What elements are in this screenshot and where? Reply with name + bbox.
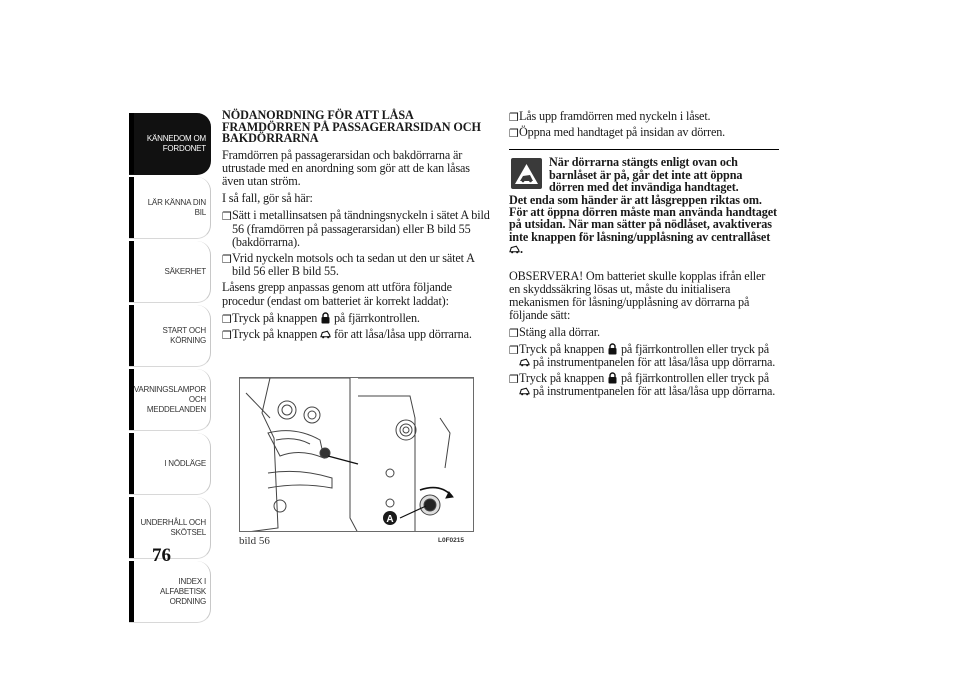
step-text: på fjärrkontrollen. bbox=[333, 310, 420, 325]
tab-label: INDEX I ALFABETISK ORDNING bbox=[159, 576, 206, 606]
tab-label: LÄR KÄNNA DIN BIL bbox=[147, 197, 206, 217]
list-item bbox=[222, 312, 494, 325]
padlock-icon bbox=[607, 372, 618, 384]
page-number: 76 bbox=[152, 545, 171, 566]
tab-i-nodlage[interactable] bbox=[129, 433, 211, 495]
tab-label: KÄNNEDOM OM FORDONET bbox=[146, 133, 206, 153]
step-text: Lås upp framdörren med nyckeln i låset. bbox=[519, 109, 711, 123]
section-title: NÖDANORDNING FÖR ATT LÅSA FRAMDÖRREN PÅ PASSAGERARSIDAN OCH BAKDÖRRARNA bbox=[222, 108, 481, 145]
tab-label: START OCH KÖRNING bbox=[162, 325, 206, 345]
checkbox-icon: ❒ bbox=[222, 210, 232, 224]
warning-period: . bbox=[520, 242, 523, 257]
warning-text-first: När dörrarna stängts enligt ovan och barnlåset är på, går det inte att öppna dörren med det invändiga handtaget. bbox=[549, 155, 743, 195]
checkbox-icon: ❒ bbox=[509, 327, 519, 341]
list-item bbox=[509, 343, 779, 369]
tab-varningslampor[interactable] bbox=[129, 369, 211, 431]
intro-paragraph: Framdörren på passagerarsidan och bakdörrarna är utrustade med en anordning som gör att de kan låsas även utan ström. bbox=[222, 147, 470, 188]
tab-label: VARNINGSLAMPOR OCH MEDDELANDEN bbox=[133, 384, 206, 414]
reinit-steps bbox=[509, 326, 779, 398]
car-lock-icon bbox=[519, 385, 530, 397]
intro-paragraph-2: I så fall, gör så här: bbox=[222, 191, 313, 206]
left-column bbox=[222, 110, 494, 344]
figure-caption: bild 56 bbox=[239, 535, 270, 547]
warning-text bbox=[509, 156, 779, 255]
checkbox-icon: ❒ bbox=[222, 328, 232, 342]
step-text: på fjärrkontrollen eller tryck på bbox=[620, 341, 769, 356]
tab-index[interactable] bbox=[129, 561, 211, 623]
step-text: Vrid nyckeln motsols och ta sedan ut den ur sätet A bild 56 eller B bild 55. bbox=[232, 250, 475, 279]
step-text: på fjärrkontrollen eller tryck på bbox=[620, 371, 769, 386]
emergency-steps bbox=[222, 209, 494, 278]
adjust-steps bbox=[222, 312, 494, 341]
door-lock-illustration bbox=[240, 378, 474, 532]
tab-label: SÄKERHET bbox=[164, 266, 206, 276]
car-lock-icon bbox=[320, 328, 331, 340]
warning-icon bbox=[511, 158, 542, 189]
step-text: Tryck på knappen bbox=[232, 310, 318, 325]
list-item bbox=[509, 126, 779, 139]
padlock-icon bbox=[320, 312, 331, 324]
tab-label: I NÖDLÄGE bbox=[164, 458, 206, 468]
figure-code: L0F0215 bbox=[438, 537, 465, 544]
step-text: för att låsa/låsa upp dörrarna. bbox=[333, 326, 472, 341]
car-lock-icon bbox=[519, 356, 530, 368]
step-text: på instrumentpanelen för att låsa/låsa upp dörrarna. bbox=[532, 354, 776, 369]
step-text: Tryck på knappen bbox=[232, 326, 318, 341]
unlock-steps bbox=[509, 110, 779, 139]
tab-sakerhet[interactable] bbox=[129, 241, 211, 303]
tab-start-och-korning[interactable] bbox=[129, 305, 211, 367]
step-text: Tryck på knappen bbox=[519, 371, 605, 386]
callout-a: A bbox=[386, 514, 394, 525]
list-item bbox=[222, 252, 494, 278]
checkbox-icon: ❒ bbox=[222, 312, 232, 326]
list-item bbox=[222, 209, 494, 249]
step-text: Öppna med handtaget på insidan av dörren. bbox=[519, 125, 726, 140]
checkbox-icon: ❒ bbox=[509, 373, 519, 387]
warning-text-rest: Det enda som händer är att låsgreppen riktas om. För att öppna dörren måste man använda handtaget på utsidan. När man sätter på nödlåset, avaktiveras inte knappen för låsning/upplåsning av centrallåset bbox=[509, 192, 777, 244]
checkbox-icon: ❒ bbox=[222, 252, 232, 266]
list-item bbox=[509, 110, 779, 123]
tab-label: UNDERHÅLL OCH SKÖTSEL bbox=[140, 517, 206, 537]
step-text: Tryck på knappen bbox=[519, 341, 605, 356]
checkbox-icon: ❒ bbox=[509, 127, 519, 141]
car-lock-icon bbox=[509, 243, 520, 255]
warning-box bbox=[509, 149, 779, 255]
figure-door-lock bbox=[239, 377, 474, 532]
checkbox-icon: ❒ bbox=[509, 343, 519, 357]
note-paragraph: OBSERVERA! Om batteriet skulle kopplas ifrån eller en skyddssäkring lösas ut, måste du initialisera mekanismen för låsning/upplåsning av dörrarna på följande sätt: bbox=[509, 268, 766, 323]
tab-kannedom-om-fordonet[interactable] bbox=[129, 113, 211, 175]
adjust-paragraph: Låsens grepp anpassas genom att utföra följande procedur (endast om batteriet är korrekt laddat): bbox=[222, 280, 452, 308]
step-text: Sätt i metallinsatsen på tändningsnyckeln i sätet A bild 56 (framdörren på passagerarsidan) eller B bild 55 (bakdörrarna). bbox=[232, 208, 490, 249]
step-text: på instrumentpanelen för att låsa/låsa upp dörrarna. bbox=[532, 384, 776, 399]
list-item bbox=[509, 326, 779, 339]
padlock-icon bbox=[607, 343, 618, 355]
step-text: Stäng alla dörrar. bbox=[519, 325, 600, 340]
checkbox-icon: ❒ bbox=[509, 111, 519, 124]
list-item bbox=[222, 328, 494, 341]
tab-lar-kanna-din-bil[interactable] bbox=[129, 177, 211, 239]
right-column bbox=[509, 110, 779, 401]
list-item bbox=[509, 372, 779, 398]
